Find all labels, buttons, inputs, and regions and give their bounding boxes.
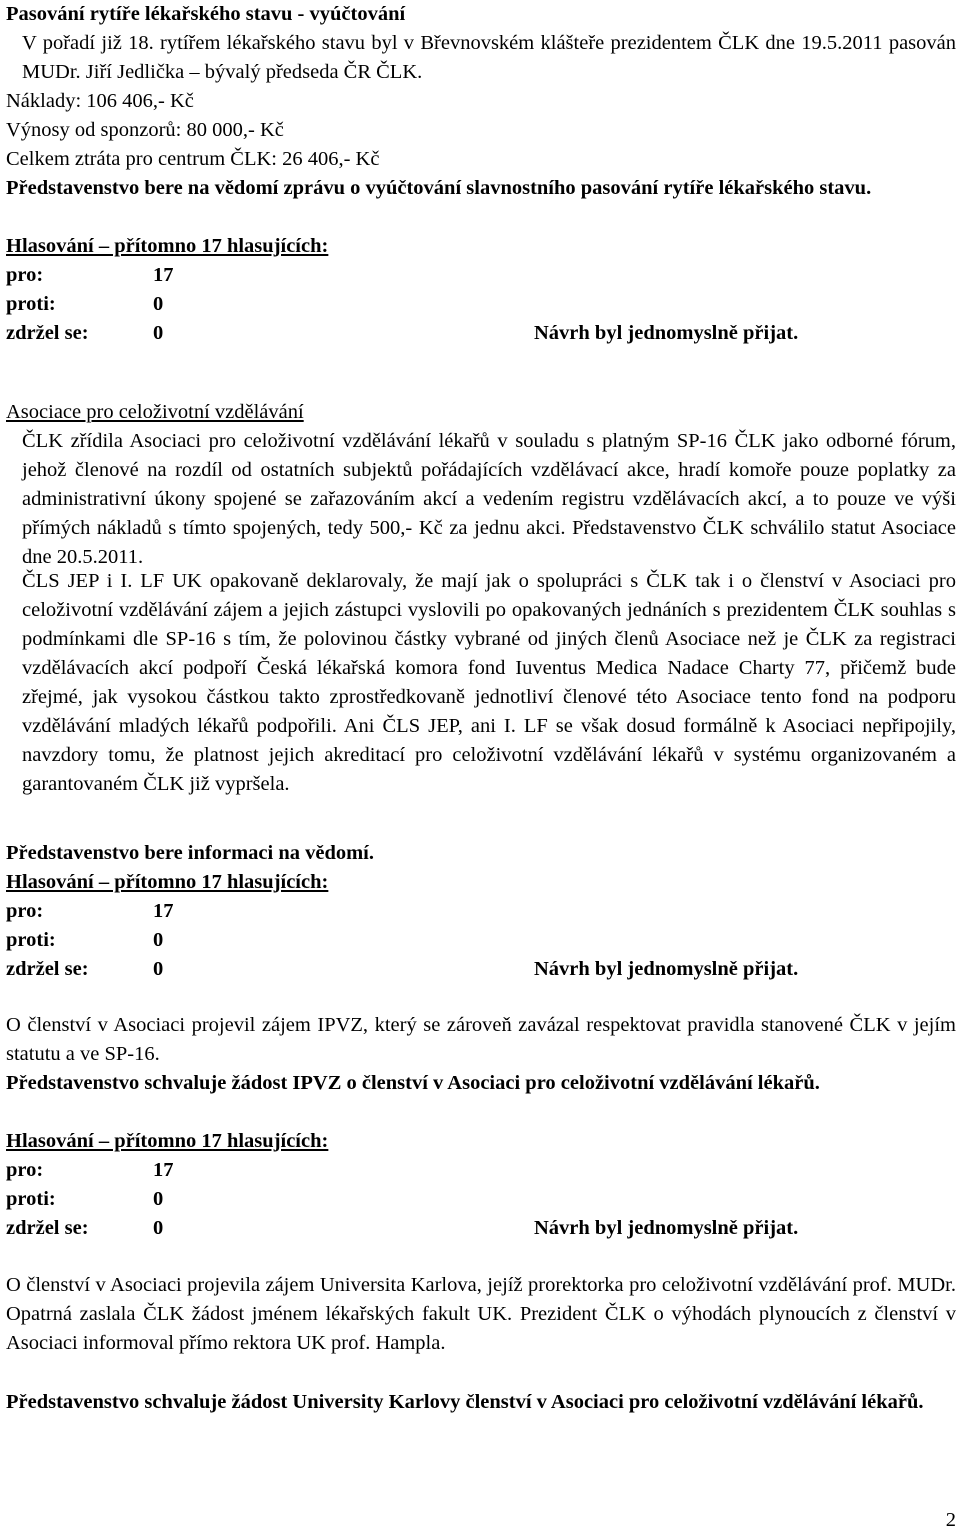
vote-abstain-row xyxy=(6,319,956,348)
vote-against-label: proti: xyxy=(6,929,56,951)
vote-against-label: proti: xyxy=(6,293,56,315)
vote-against-row xyxy=(6,926,956,955)
income-line: Výnosy od sponzorů: 80 000,- Kč xyxy=(6,119,284,141)
vote-abstain-row xyxy=(6,1214,956,1243)
vote-for-value: 17 xyxy=(153,900,174,922)
vote-for-row xyxy=(6,1156,956,1185)
vote-for-label: pro: xyxy=(6,1159,44,1181)
vote-for-value: 17 xyxy=(153,264,174,286)
vote-for-row xyxy=(6,897,956,926)
vote-heading: Hlasování – přítomno 17 hlasujících: xyxy=(6,1130,329,1152)
vote-abstain-value: 0 xyxy=(153,1217,164,1239)
resolution: Představenstvo bere informaci na vědomí. xyxy=(6,842,374,864)
vote-against-value: 0 xyxy=(153,1188,164,1210)
vote-block xyxy=(6,232,956,348)
resolution: Představenstvo bere na vědomí zprávu o vyúčtování slavnostního pasování rytíře lékařského stavu. xyxy=(6,177,872,199)
paragraph: ČLK zřídila Asociaci pro celoživotní vzdělávání lékařů v souladu s platným SP-16 ČLK jako odborné fórum, jehož členové na rozdíl od ostatních subjektů pořádajících vzdělávací akce, hradí komoře pouze poplatky za administrativní úkony spojené se zařazováním akcí a vedením registru vzdělávacích akcí, a to pouze ve výši přímých nákladů s tímto spojených, tedy 500,- Kč za jednu akci. Představenstvo ČLK schválilo statut Asociace dne 20.5.2011. xyxy=(22,430,956,568)
vote-for-value: 17 xyxy=(153,1159,174,1181)
loss-line: Celkem ztráta pro centrum ČLK: 26 406,- Kč xyxy=(6,148,380,170)
vote-against-row xyxy=(6,290,956,319)
vote-abstain-label: zdržel se: xyxy=(6,322,89,344)
vote-block xyxy=(6,868,956,984)
paragraph xyxy=(6,567,956,799)
vote-result: Návrh byl jednomyslně přijat. xyxy=(534,958,799,980)
vote-result: Návrh byl jednomyslně přijat. xyxy=(534,322,799,344)
vote-result: Návrh byl jednomyslně přijat. xyxy=(534,1217,799,1239)
vote-against-value: 0 xyxy=(153,293,164,315)
vote-abstain-row xyxy=(6,955,956,984)
section-title: Pasování rytíře lékařského stavu - vyúčtování xyxy=(6,3,406,25)
paragraph: V pořadí již 18. rytířem lékařského stavu byl v Břevnovském klášteře prezidentem ČLK dne 19.5.2011 pasován MUDr. Jiří Jedlička – bývalý předseda ČR ČLK. xyxy=(22,32,956,83)
vote-abstain-value: 0 xyxy=(153,958,164,980)
vote-for-row xyxy=(6,261,956,290)
vote-against-value: 0 xyxy=(153,929,164,951)
resolution: Představenstvo schvaluje žádost IPVZ o členství v Asociaci pro celoživotní vzdělávání lékařů. xyxy=(6,1072,820,1094)
paragraph: O členství v Asociaci projevil zájem IPVZ, který se zároveň zavázal respektovat pravidla stanovené ČLK v jejím statutu a ve SP-16. xyxy=(6,1014,956,1065)
costs-line: Náklady: 106 406,- Kč xyxy=(6,90,194,112)
paragraph-text: ČLS JEP i I. LF UK opakovaně deklarovaly, že mají jak o spolupráci s ČLK tak i o členství v Asociaci pro celoživotní vzdělávání zájem a jejich zástupci vyslovili po opakovaných jednáních s prezidentem ČLK souhlas s podmínkami dle SP-16 s tím, že polovinou částky vybrané od jiných členů Asociace než je ČLK za registraci vzdělávacích akcí podpoří Česká lékařská komora fond Iuventus Medica Nadace Charty 77, přičemž bude zřejmé, jak vysokou částkou takto zprostředkovaně jednotliví členové této Asociace tento fond na podporu vzdělávání mladých lékařů podpořili. Ani ČLS JEP, ani I. LF se však dosud formálně k Asociaci nepřipojily, navzdory tomu, že platnost jejich akreditací pro celoživotní vzdělávání lékařů v systému organizovaném a garantovaném ČLK již vypršela. xyxy=(22,570,956,795)
paragraph: O členství v Asociaci projevila zájem Universita Karlova, jejíž prorektorka pro celoživotní vzdělávání prof. MUDr. Opatrná zaslala ČLK žádost jménem lékařských fakult UK. Prezident ČLK o výhodách plynoucích z členství v Asociaci informoval přímo rektora UK prof. Hampla. xyxy=(6,1274,956,1354)
vote-heading: Hlasování – přítomno 17 hlasujících: xyxy=(6,871,329,893)
section-title: Asociace pro celoživotní vzdělávání xyxy=(6,401,304,423)
vote-for-label: pro: xyxy=(6,900,44,922)
vote-against-label: proti: xyxy=(6,1188,56,1210)
resolution: Představenstvo schvaluje žádost University Karlovy členství v Asociaci pro celoživotní vzdělávání lékařů. xyxy=(6,1391,924,1413)
vote-abstain-label: zdržel se: xyxy=(6,958,89,980)
vote-for-label: pro: xyxy=(6,264,44,286)
vote-against-row xyxy=(6,1185,956,1214)
vote-abstain-value: 0 xyxy=(153,322,164,344)
vote-abstain-label: zdržel se: xyxy=(6,1217,89,1239)
vote-heading: Hlasování – přítomno 17 hlasujících: xyxy=(6,235,329,257)
vote-block xyxy=(6,1127,956,1243)
